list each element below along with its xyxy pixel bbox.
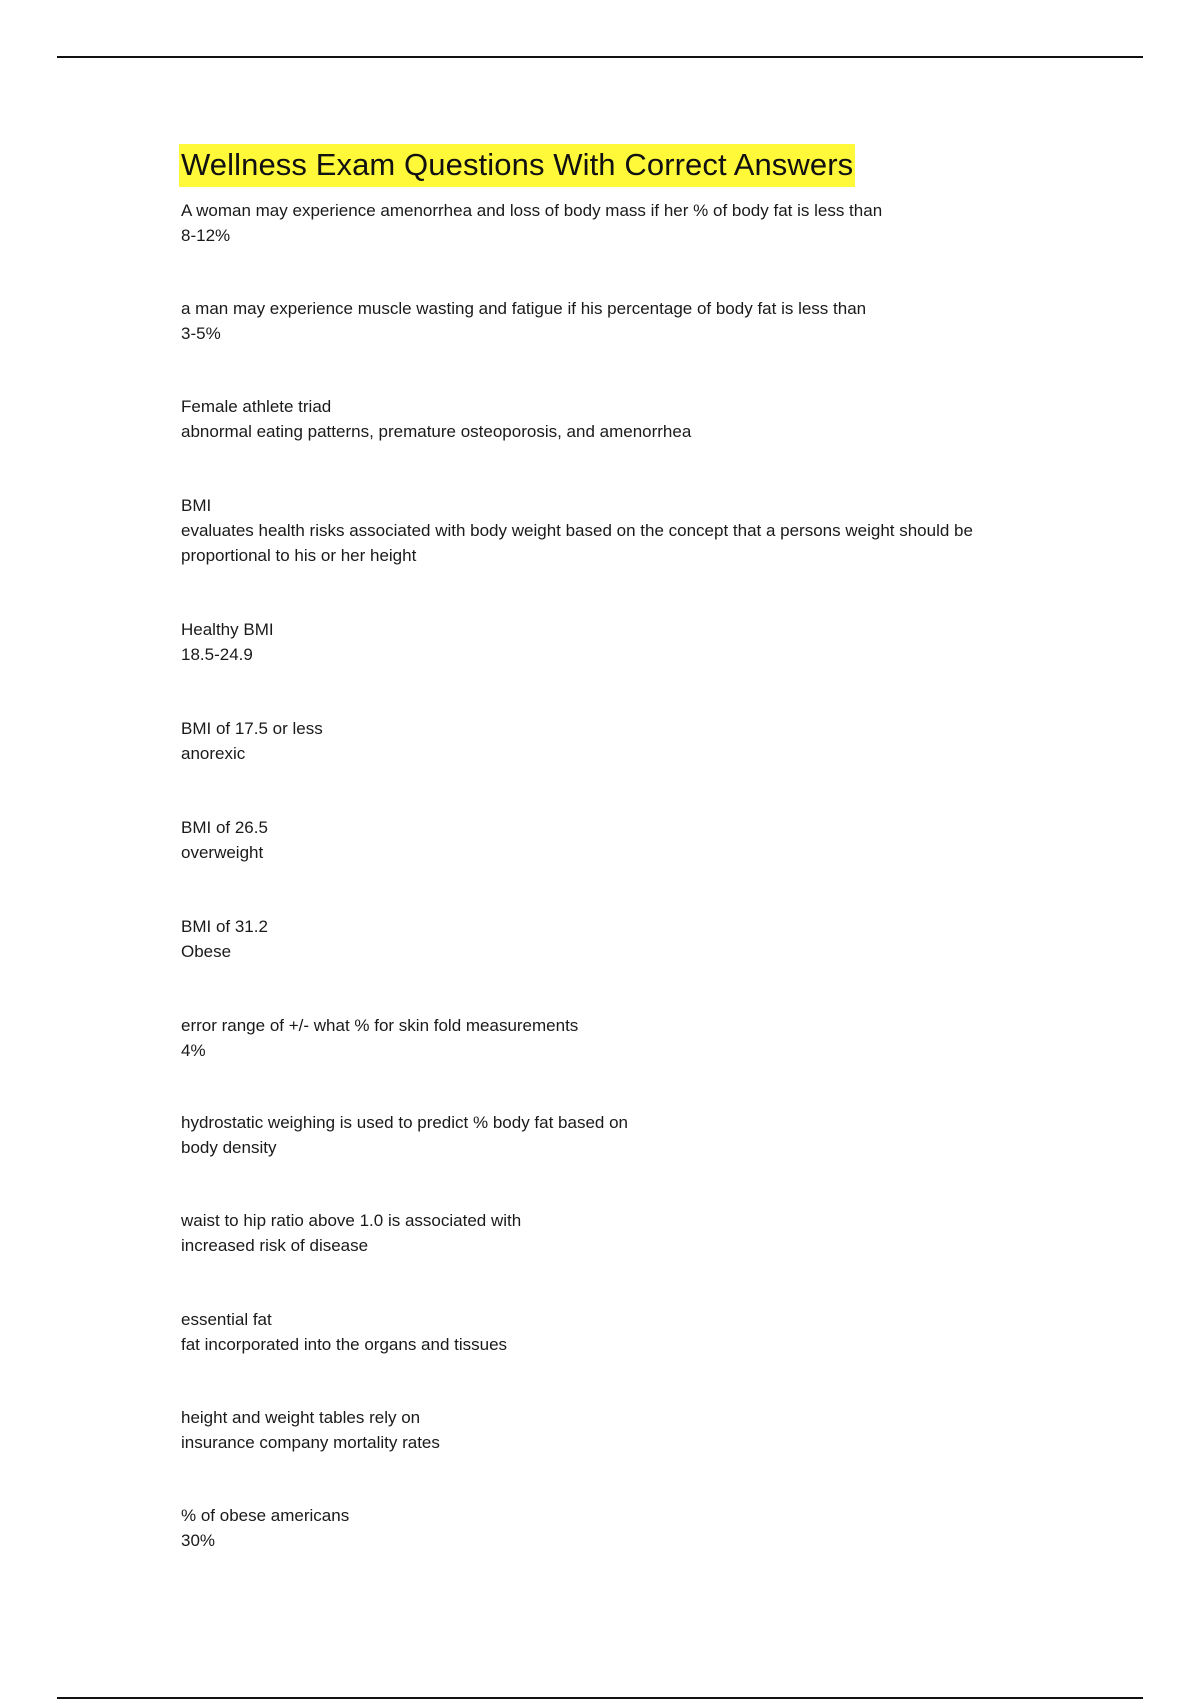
footer-rule [57,1697,1143,1699]
qa-item [181,1503,1031,1553]
question-text: hydrostatic weighing is used to predict % body fat based on [181,1113,628,1132]
question-text: % of obese americans [181,1506,350,1525]
question-text: Healthy BMI [181,620,274,639]
answer-text: body density [181,1138,277,1157]
question-text: height and weight tables rely on [181,1408,421,1427]
qa-item [181,716,1031,766]
answer-text: overweight [181,843,264,862]
answer-text: 18.5-24.9 [181,645,253,664]
answer-text: evaluates health risks associated with body weight based on the concept that a persons weight should be proportional to his or her height [181,521,973,565]
answer-text: insurance company mortality rates [181,1433,440,1452]
question-text: BMI of 17.5 or less [181,719,323,738]
qa-item [181,1110,1031,1160]
qa-item [181,1013,1031,1063]
qa-item [181,1307,1031,1357]
document-title: Wellness Exam Questions With Correct Answers [179,144,855,187]
header-rule [57,56,1143,58]
question-text: BMI of 26.5 [181,818,268,837]
qa-item [181,296,1031,346]
qa-item [181,394,1031,444]
qa-item [181,1405,1031,1455]
answer-text: abnormal eating patterns, premature osteoporosis, and amenorrhea [181,422,692,441]
answer-text: 30% [181,1531,216,1550]
qa-item [181,493,1031,568]
answer-text: fat incorporated into the organs and tissues [181,1335,508,1354]
question-text: BMI [181,496,212,515]
document-body [181,144,1061,1607]
qa-item [181,1208,1031,1258]
question-text: essential fat [181,1310,272,1329]
qa-list [181,187,1061,1607]
qa-item [181,198,1031,248]
answer-text: 8-12% [181,226,231,245]
question-text: Female athlete triad [181,397,332,416]
qa-item [181,914,1031,964]
question-text: error range of +/- what % for skin fold measurements [181,1016,579,1035]
question-text: a man may experience muscle wasting and fatigue if his percentage of body fat is less than [181,299,867,318]
answer-text: 3-5% [181,324,221,343]
question-text: BMI of 31.2 [181,917,268,936]
answer-text: Obese [181,942,232,961]
answer-text: 4% [181,1041,206,1060]
answer-text: anorexic [181,744,246,763]
question-text: waist to hip ratio above 1.0 is associated with [181,1211,522,1230]
qa-item [181,617,1031,667]
answer-text: increased risk of disease [181,1236,369,1255]
question-text: A woman may experience amenorrhea and loss of body mass if her % of body fat is less than [181,201,883,220]
qa-item [181,815,1031,865]
